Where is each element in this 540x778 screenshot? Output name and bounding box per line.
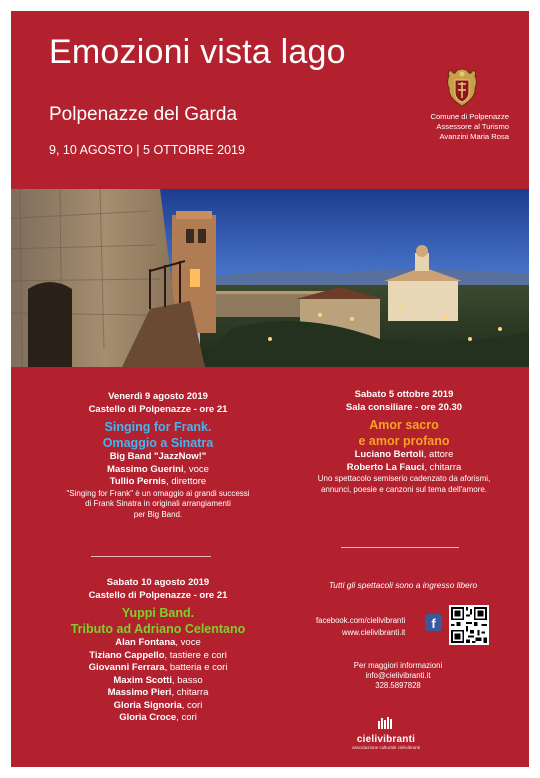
email-link[interactable]: info@cielivibranti.it (365, 671, 431, 680)
performer-role: , cori (176, 712, 197, 723)
event-3 (58, 577, 258, 725)
comune-line: Assessore al Turismo (436, 122, 509, 131)
event-date: Sabato 5 ottobre 2019 (354, 389, 454, 400)
performer-name: Maxim Scotti (113, 674, 172, 686)
performer (58, 476, 258, 489)
event-place: Sala consiliare - ore 20.30 (345, 401, 463, 413)
performer-role: , voce (175, 637, 201, 648)
performer-role: , cori (181, 699, 203, 711)
facebook-icon[interactable]: f (425, 614, 442, 631)
performer-role: , tastiere e cori (164, 649, 227, 661)
performer-role: , batteria e cori (164, 662, 228, 673)
info-label: Per maggiori informazioni (353, 661, 443, 670)
poster-card (11, 11, 529, 767)
performer (58, 712, 258, 725)
performer (58, 464, 258, 477)
event-dates: 9, 10 AGOSTO | 5 OTTOBRE 2019 (49, 143, 245, 157)
performer (304, 449, 504, 462)
performer-name: Giovanni Ferrara (88, 662, 165, 673)
performer-role: , attore (423, 449, 454, 460)
performer-name: Gloria Croce (119, 712, 177, 723)
page-title: Emozioni vista lago (49, 33, 346, 71)
event-title: Yuppi Band. (121, 606, 195, 620)
qr-code-icon (449, 605, 489, 645)
event-title: e amor profano (358, 433, 450, 448)
performer-name: Massimo Pieri (107, 687, 172, 698)
band-name: Big Band "JazzNow!" (109, 451, 207, 462)
website-link[interactable]: www.cielivibranti.it (342, 628, 406, 637)
performer-name: Massimo Guerini (107, 463, 184, 475)
comune-line: Comune di Polpenazze (430, 112, 509, 121)
performer-name: Alan Fontana (115, 637, 176, 648)
performer-role: , chitarra (424, 461, 462, 473)
event-description: "Singing for Frank" è un omaggio ai grandi successi (66, 488, 250, 498)
performer-role: , chitarra (171, 687, 209, 698)
event-2 (304, 389, 504, 495)
performer-name: Luciano Bertoli (354, 449, 424, 460)
performer (58, 637, 258, 650)
event-title: Amor sacro (369, 418, 439, 432)
event-description: di Frank Sinatra in originali arrangiamenti (85, 499, 231, 508)
performer-role: , basso (171, 674, 203, 686)
event-description: Uno spettacolo semiserio cadenzato da aforismi, (317, 474, 491, 483)
location-subtitle: Polpenazze del Garda (49, 104, 238, 125)
divider (91, 556, 211, 557)
performer (304, 462, 504, 475)
cielivibranti-logo (336, 716, 436, 750)
performer-name: Roberto La Fauci (346, 461, 425, 473)
event-place: Castello di Polpenazze - ore 21 (88, 403, 228, 415)
panorama-photo (11, 189, 529, 367)
free-entry-note: Tutti gli spettacoli sono a ingresso libero (328, 580, 478, 590)
event-description: annunci, poesie e canzoni sul tema dell'amore. (320, 484, 488, 494)
event-date: Sabato 10 agosto 2019 (106, 577, 210, 588)
logo-name: cielivibranti (356, 734, 416, 745)
contact-info (323, 661, 473, 691)
event-date: Venerdì 9 agosto 2019 (108, 391, 208, 402)
event-title: Omaggio a Sinatra (102, 435, 214, 450)
performer-name: Tiziano Cappello (89, 649, 165, 661)
performer-name: Tullio Pernis (109, 476, 167, 487)
performer-name: Gloria Signoria (113, 699, 182, 711)
comune-block (391, 112, 509, 142)
event-1 (58, 391, 258, 520)
performer-role: , voce (183, 463, 209, 475)
divider (341, 547, 459, 548)
performer (58, 662, 258, 675)
event-title: Tributo ad Adriano Celentano (70, 621, 246, 636)
performer (58, 700, 258, 713)
cielivibranti-logo-icon (378, 717, 394, 729)
social-links (316, 615, 405, 639)
comune-line: Avanzini Maria Rosa (439, 132, 509, 141)
phone-number: 328.5897828 (375, 681, 421, 690)
facebook-link[interactable]: facebook.com/cielivibranti (316, 616, 406, 625)
logo-tagline: associazione culturale cielivibranti (352, 745, 420, 750)
performer (58, 650, 258, 663)
performer (58, 687, 258, 700)
event-description: per Big Band. (133, 509, 183, 519)
event-place: Castello di Polpenazze - ore 21 (88, 589, 228, 601)
performer-role: , direttore (166, 476, 207, 487)
performer (58, 675, 258, 688)
comune-crest-icon (445, 68, 479, 108)
event-title: Singing for Frank. (104, 420, 212, 434)
